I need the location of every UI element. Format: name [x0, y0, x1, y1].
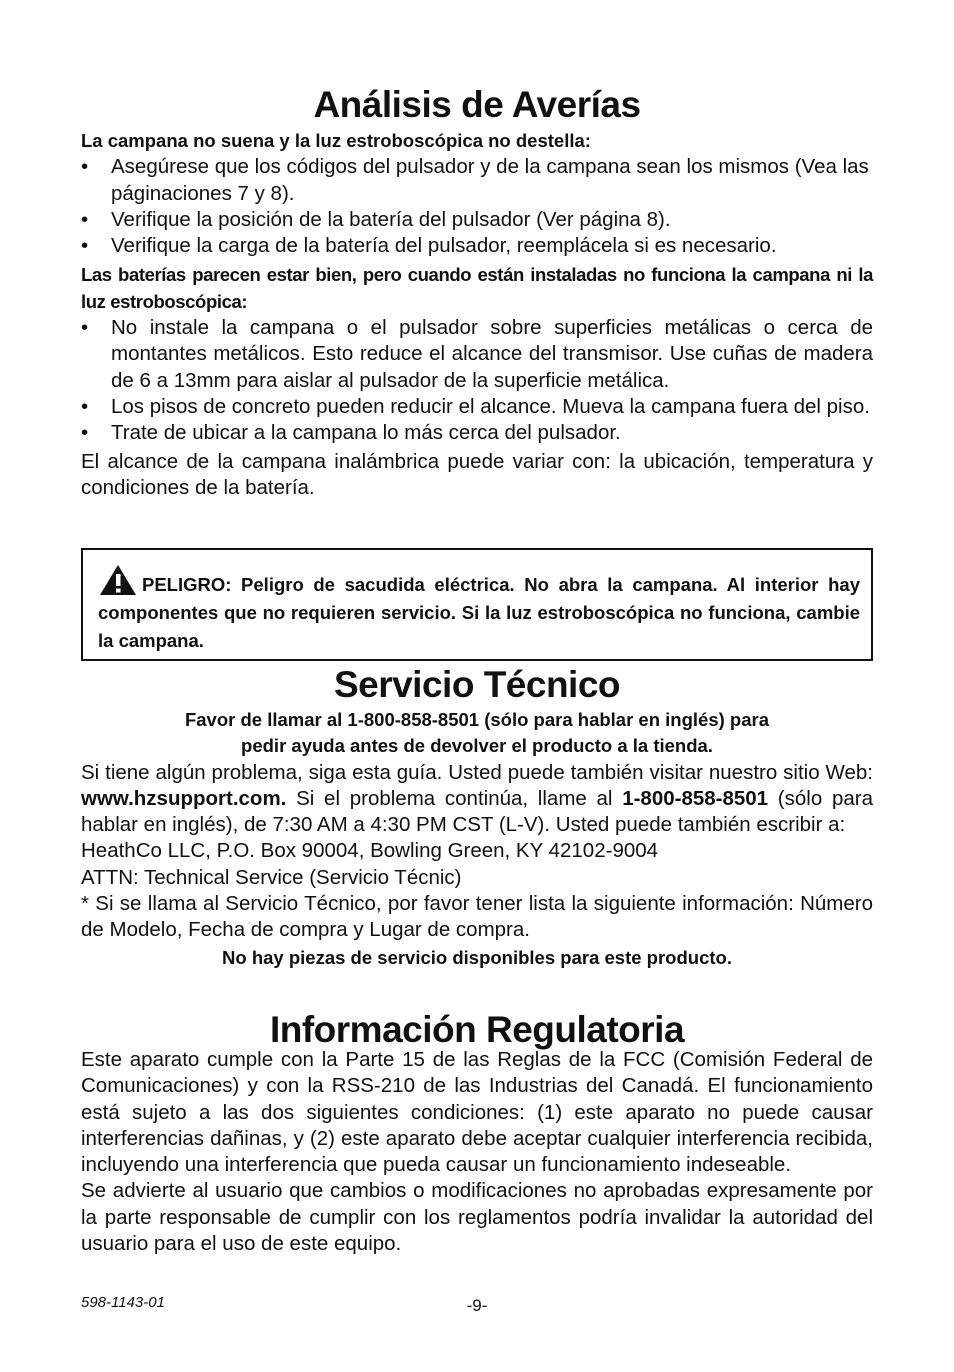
servicio-text: Si el problema continúa, llame al — [286, 786, 623, 810]
bullet: • — [81, 394, 89, 418]
list-item-text: No instale la campana o el pulsador sobre superficies metálicas o cerca de montantes metálicos. Esto reduce el alcance del transmisor. Use cuñas de madera de 6 a 13mm para aislar al pulsador de la superficie metálica. — [111, 316, 873, 392]
attn-line: ATTN: Technical Service (Servicio Técnic) — [81, 865, 462, 889]
analisis-subheading-2: Las baterías parecen estar bien, pero cuando están instaladas no funciona la campana ni la luz estroboscópica: — [81, 264, 873, 312]
list-item — [81, 420, 873, 446]
list-item — [81, 315, 873, 394]
warning-box — [81, 548, 873, 661]
section-title-servicio: Servicio Técnico — [333, 664, 621, 705]
address-line: HeathCo LLC, P.O. Box 90004, Bowling Green, KY 42102-9004 — [81, 839, 659, 863]
list-item-text: Verifique la carga de la batería del pulsador, reemplácela si es necesario. — [111, 234, 777, 258]
servicio-note: * Si se llama al Servicio Técnico, por favor tener lista la siguiente información: Número de Modelo, Fecha de compra y Lugar de compra. — [81, 892, 873, 942]
bullet: • — [81, 316, 89, 340]
bullet: • — [81, 155, 89, 179]
bullet: • — [81, 421, 89, 445]
bullet: • — [81, 234, 89, 258]
info-body — [81, 1047, 873, 1257]
bullet: • — [81, 207, 89, 231]
servicio-text: Si tiene algún problema, siga esta guía. Usted puede también visitar nuestro sitio Web: — [81, 760, 873, 784]
call-line-1: Favor de llamar al 1-800-858-8501 (sólo para hablar en inglés) para — [184, 709, 770, 730]
analisis-list-2 — [81, 315, 873, 446]
warning-text-block — [98, 571, 860, 655]
warning-text: PELIGRO: Peligro de sacudida eléctrica. No abra la campana. Al interior hay componentes que no requieren servicio. Si la luz estroboscópica no funciona, cambie la campana. — [98, 574, 860, 651]
website-link[interactable]: www.hzsupport.com. — [81, 786, 287, 810]
list-item-text: Trate de ubicar a la campana lo más cerca del pulsador. — [111, 421, 621, 445]
list-item-text: Asegúrese que los códigos del pulsador y de la campana sean los mismos (Vea las páginaciones 7 y 8). — [111, 155, 869, 205]
servicio-paragraph — [81, 760, 873, 839]
section-title-analisis: Análisis de Averías — [313, 84, 641, 125]
no-parts-notice: No hay piezas de servicio disponibles para este producto. — [222, 946, 732, 968]
analisis-subheading-1: La campana no suena y la luz estroboscópica no destella: — [81, 130, 591, 151]
servicio-text: (sólo para hablar en inglés), de 7:30 AM a 4:30 PM CST (L-V). Usted puede también escribir a: — [81, 786, 873, 837]
page-number: -9- — [466, 1296, 488, 1315]
analisis-paragraph: El alcance de la campana inalámbrica puede variar con: la ubicación, temperatura y condiciones de la batería. — [81, 449, 873, 499]
call-line-2: pedir ayuda antes de devolver el producto a la tienda. — [241, 735, 713, 757]
analisis-body — [81, 128, 873, 501]
list-item — [81, 394, 873, 420]
list-item — [81, 154, 873, 207]
list-item-text: Verifique la posición de la batería del pulsador (Ver página 8). — [111, 207, 671, 231]
analisis-list-1 — [81, 154, 873, 259]
info-paragraph-1: Este aparato cumple con la Parte 15 de las Reglas de la FCC (Comisión Federal de Comunicaciones) y con la RSS-210 de las Industrias del Canadá. El funcionamiento está sujeto a las dos siguientes condiciones: (1) este aparato no puede causar interferencias dañinas, y (2) este aparato debe aceptar cualquier interferencia recibida, incluyendo una interferencia que pueda causar un funcionamiento indeseable. — [81, 1048, 873, 1177]
document-number: 598-1143-01 — [81, 1294, 165, 1311]
servicio-body — [81, 707, 873, 971]
list-item — [81, 233, 873, 259]
warning-triangle-icon — [98, 571, 142, 593]
section-title-info: Información Regulatoria — [269, 1009, 685, 1050]
list-item — [81, 207, 873, 233]
info-paragraph-2: Se advierte al usuario que cambios o modificaciones no aprobadas expresamente por la parte responsable de cumplir con los reglamentos podría invalidar la autoridad del usuario para el uso de este equipo. — [81, 1179, 873, 1256]
list-item-text: Los pisos de concreto pueden reducir el alcance. Mueva la campana fuera del piso. — [111, 394, 870, 418]
phone-number: 1-800-858-8501 — [622, 786, 769, 810]
